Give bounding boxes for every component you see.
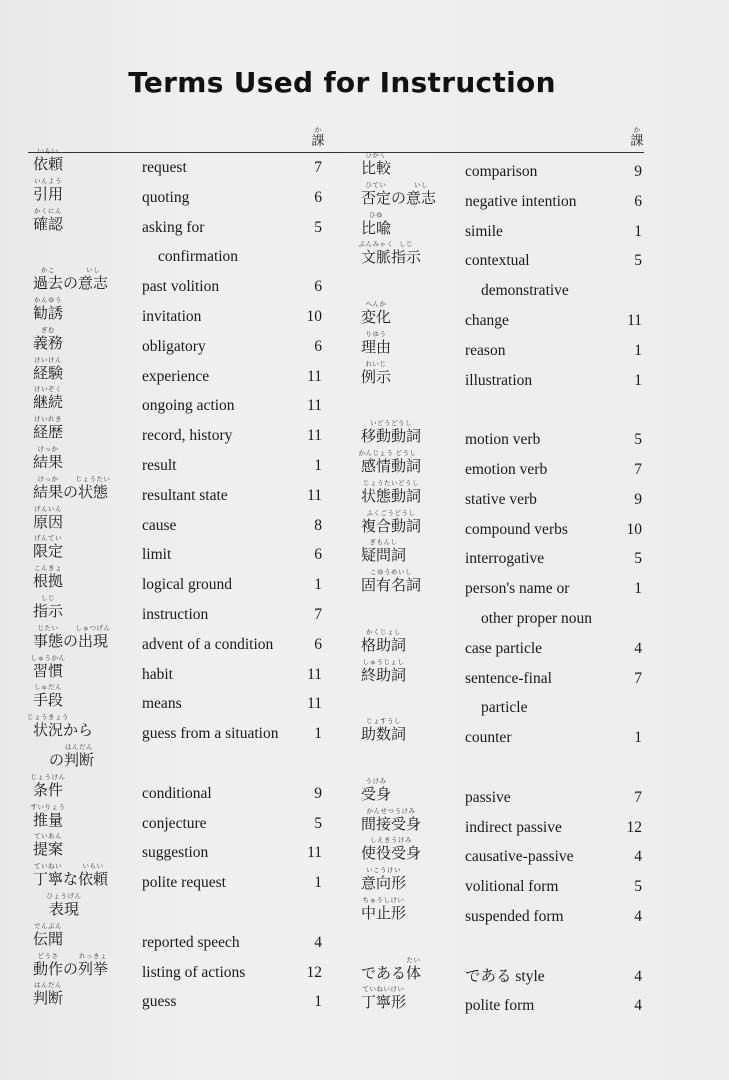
furigana: じょうたいどうし — [363, 478, 419, 487]
english-meaning: indirect passive — [465, 818, 562, 836]
term-base: の — [63, 631, 79, 650]
japanese-term — [361, 776, 392, 803]
lesson-number: 1 — [634, 341, 642, 359]
term-base: 勧誘 — [33, 304, 64, 322]
furigana: けっか — [37, 445, 59, 453]
term-segment — [361, 359, 392, 386]
term-base: 格助詞 — [361, 635, 407, 654]
japanese-term — [361, 568, 422, 595]
term-base: 使役受身 — [361, 844, 422, 863]
term-base: 過去 — [33, 274, 64, 293]
english-meaning: change — [465, 312, 509, 329]
term-base: 結果 — [33, 482, 64, 501]
term-base: 継続 — [33, 393, 64, 412]
lesson-number: 7 — [634, 461, 642, 478]
english-meaning: passive — [465, 788, 511, 806]
lesson-number: 6 — [314, 278, 322, 296]
lesson-number: 11 — [307, 695, 322, 713]
term-base: 例示 — [361, 367, 392, 386]
lesson-column-header-right — [627, 127, 647, 148]
term-segment — [361, 538, 407, 565]
english-meaning: result — [142, 457, 177, 474]
english-meaning: case particle — [465, 639, 543, 657]
lesson-number: 7 — [634, 788, 642, 806]
term-base: な — [63, 870, 79, 889]
furigana: ぶんみゃく — [358, 240, 394, 249]
term-base: 経歴 — [33, 423, 64, 442]
lesson-number: 1 — [314, 725, 322, 743]
furigana: かくにん — [34, 206, 62, 215]
term-base: 感情 — [361, 457, 392, 475]
term-base: 丁寧 — [33, 870, 64, 889]
english-meaning: logical ground — [142, 576, 232, 594]
term-base: 状況 — [33, 721, 64, 740]
lesson-number: 7 — [314, 159, 322, 176]
furigana: じたい — [37, 623, 59, 632]
furigana: しえきうけみ — [370, 836, 412, 845]
english-meaning: emotion verb — [465, 461, 548, 478]
page-title: Terms Used for Instruction — [128, 66, 556, 99]
lesson-number: 6 — [634, 192, 642, 210]
term-base: 否定 — [361, 188, 392, 207]
term-segment — [361, 329, 392, 356]
furigana: けいぞく — [34, 385, 62, 394]
term-segment — [361, 478, 422, 505]
furigana: ひょうげん — [46, 892, 82, 900]
japanese-term — [361, 478, 422, 505]
english-meaning: person's name or — [465, 580, 570, 598]
term-base: 比較 — [361, 159, 392, 177]
english-meaning: habit — [142, 665, 173, 683]
lesson-number: 9 — [634, 490, 642, 508]
english-meaning: record, history — [142, 427, 233, 445]
english-meaning: demonstrative — [481, 282, 569, 300]
furigana: うけみ — [365, 776, 387, 785]
english-meaning: contextual — [465, 252, 530, 270]
furigana: でんぶん — [34, 921, 62, 930]
term-segment — [358, 449, 394, 475]
furigana: いらい — [37, 147, 59, 155]
furigana: かくじょし — [366, 627, 401, 636]
lesson-number: 10 — [306, 308, 322, 325]
japanese-term — [361, 866, 407, 893]
english-meaning: quoting — [142, 188, 190, 206]
term-base: 列挙 — [78, 959, 109, 978]
furigana: こゆうめいし — [370, 568, 412, 577]
english-meaning: advent of a condition — [142, 635, 274, 653]
furigana: ぎもんし — [369, 538, 398, 547]
furigana: けっか — [37, 474, 59, 483]
term-base: 文脈 — [361, 248, 392, 267]
furigana: ていねいけい — [362, 985, 405, 994]
term-base: 状態 — [78, 482, 109, 501]
japanese-term — [361, 151, 392, 177]
term-base: の — [63, 274, 79, 293]
header-rule — [28, 152, 644, 153]
english-meaning: ongoing action — [142, 397, 235, 415]
furigana: かこ — [41, 266, 55, 275]
lesson-number: 4 — [634, 639, 642, 657]
term-segment — [361, 568, 422, 595]
english-meaning: instruction — [142, 606, 209, 623]
lesson-number: 1 — [634, 222, 642, 240]
furigana: しじ — [399, 240, 414, 249]
lesson-header-reading: か — [633, 126, 641, 134]
japanese-term — [361, 836, 422, 863]
term-base: 推量 — [33, 810, 64, 829]
term-base: 動詞 — [391, 457, 422, 475]
term-segment — [361, 985, 407, 1012]
lesson-number: 1 — [314, 993, 322, 1011]
english-meaning: limit — [142, 546, 172, 564]
lesson-number: 4 — [634, 997, 642, 1015]
furigana: しじ — [41, 594, 55, 602]
lesson-header-kanji: 課 — [311, 133, 325, 148]
term-segment — [361, 657, 407, 684]
japanese-term — [361, 180, 437, 207]
english-meaning: guess — [142, 993, 177, 1011]
english-meaning: causative-passive — [465, 848, 574, 866]
lesson-number: 7 — [314, 606, 322, 623]
term-base: 原因 — [33, 512, 64, 531]
lesson-number: 11 — [627, 312, 642, 329]
term-base: 事態 — [33, 631, 64, 650]
term-base: 根拠 — [33, 572, 64, 591]
lesson-number: 4 — [634, 848, 642, 866]
furigana: ていあん — [34, 832, 62, 841]
furigana: けいけん — [34, 355, 62, 364]
english-meaning: suspended form — [465, 908, 564, 925]
japanese-term — [361, 717, 407, 744]
term-segment — [391, 449, 422, 475]
furigana: しゅうかん — [30, 653, 66, 662]
english-meaning: reported speech — [142, 933, 240, 951]
lesson-number: 8 — [314, 516, 322, 534]
english-meaning: motion verb — [465, 431, 541, 449]
lesson-number: 1 — [314, 874, 322, 892]
lesson-number: 9 — [634, 163, 642, 180]
lesson-number: 4 — [634, 908, 642, 925]
japanese-term — [361, 508, 422, 535]
furigana: いし — [86, 266, 101, 275]
english-meaning: comparison — [465, 163, 538, 180]
lesson-number: 6 — [314, 635, 322, 653]
furigana: かんゆう — [34, 296, 62, 304]
furigana: ひかく — [365, 151, 387, 159]
term-base: 体 — [406, 963, 422, 982]
term-base: 限定 — [33, 542, 64, 561]
english-meaning: past volition — [142, 278, 220, 296]
furigana: はんだん — [65, 743, 94, 751]
furigana: げんてい — [34, 534, 62, 543]
term-segment — [361, 180, 392, 207]
lesson-number: 11 — [307, 665, 322, 683]
term-segment — [361, 866, 407, 893]
english-meaning: illustration — [465, 371, 533, 389]
furigana: たい — [406, 955, 421, 964]
furigana: ていねい — [34, 862, 62, 871]
furigana: かんじょう — [358, 449, 394, 457]
term-base: 間接受身 — [361, 814, 422, 833]
furigana: れいじ — [365, 359, 387, 368]
lesson-header-reading: か — [314, 126, 322, 134]
english-meaning: sentence-final — [465, 669, 552, 687]
term-base: 状態動詞 — [361, 486, 422, 505]
term-segment — [361, 151, 392, 177]
english-meaning: volitional form — [465, 878, 559, 896]
lesson-number: 4 — [314, 933, 322, 951]
english-meaning: polite form — [465, 997, 535, 1015]
term-base: 比喩 — [361, 218, 392, 237]
english-meaning: obligatory — [142, 337, 206, 355]
lesson-number: 11 — [307, 427, 322, 445]
japanese-term — [358, 449, 422, 475]
english-meaning: compound verbs — [465, 520, 568, 538]
furigana: じょうたい — [75, 474, 111, 483]
term-base: の — [391, 188, 407, 207]
furigana: いんよう — [34, 176, 62, 185]
furigana: ぎむ — [41, 325, 55, 334]
furigana: はんだん — [34, 981, 62, 990]
english-meaning: listing of actions — [142, 963, 246, 981]
lesson-number: 5 — [634, 431, 642, 449]
japanese-term — [361, 806, 422, 833]
english-meaning: experience — [142, 367, 210, 385]
lesson-number: 10 — [626, 520, 642, 538]
term-base: 依頼 — [33, 155, 64, 173]
english-meaning: である style — [465, 967, 545, 985]
term-base: 判断 — [33, 989, 64, 1008]
term-base: 変化 — [361, 308, 392, 326]
english-meaning: conjecture — [142, 814, 207, 832]
term-segment — [361, 508, 422, 535]
term-base: 表現 — [49, 900, 80, 918]
term-segment — [361, 836, 422, 863]
term-base: である — [361, 963, 407, 982]
lesson-number: 9 — [314, 784, 322, 802]
furigana: りゆう — [365, 329, 387, 338]
furigana: しゅうじょし — [362, 657, 405, 666]
lesson-number: 11 — [307, 844, 322, 862]
japanese-term — [361, 627, 407, 654]
japanese-term — [361, 538, 407, 565]
lesson-number: 5 — [634, 252, 642, 270]
lesson-number: 6 — [314, 546, 322, 564]
english-meaning: conditional — [142, 784, 212, 802]
furigana: げんいん — [34, 504, 62, 513]
term-base: の — [63, 482, 79, 501]
english-meaning: asking for — [142, 218, 205, 236]
term-base: 複合動詞 — [361, 516, 422, 535]
term-segment — [361, 627, 407, 654]
term-base: 出現 — [78, 631, 109, 650]
lesson-number: 11 — [307, 397, 322, 415]
furigana: けいれき — [34, 415, 62, 424]
furigana: しゅだん — [34, 683, 62, 692]
lesson-number: 1 — [314, 457, 322, 474]
term-base: 確認 — [33, 214, 64, 233]
term-base: の — [63, 959, 79, 978]
japanese-term — [358, 240, 422, 267]
term-base: 動作 — [33, 959, 64, 978]
glossary-row — [0, 240, 729, 282]
furigana: しゅつげん — [75, 623, 111, 632]
lesson-number: 1 — [314, 576, 322, 594]
japanese-term — [361, 955, 422, 982]
term-base: 引用 — [33, 184, 64, 203]
term-base: 移動動詞 — [361, 427, 422, 446]
term-segment — [361, 776, 392, 803]
lesson-number: 5 — [314, 218, 322, 236]
lesson-number: 6 — [314, 188, 322, 206]
term-base: 意志 — [78, 274, 109, 293]
lesson-column-header-left — [308, 127, 328, 148]
term-base: から — [63, 721, 94, 740]
english-meaning: particle — [481, 699, 528, 717]
lesson-number: 7 — [634, 669, 642, 687]
lesson-header-kanji: 課 — [630, 133, 644, 148]
furigana: いこうけい — [366, 866, 401, 875]
furigana: ひゆ — [369, 210, 383, 219]
lesson-number: 1 — [634, 580, 642, 598]
english-meaning: guess from a situation — [142, 725, 279, 743]
english-meaning: simile — [465, 222, 503, 240]
english-meaning: negative intention — [465, 192, 577, 210]
furigana: ちゅうしけい — [362, 896, 405, 904]
lesson-number: 6 — [314, 337, 322, 355]
term-segment — [361, 963, 407, 982]
japanese-term — [361, 657, 407, 684]
furigana: ひてい — [365, 180, 387, 189]
term-base: 手段 — [33, 691, 64, 710]
term-segment — [361, 717, 407, 744]
english-meaning: confirmation — [158, 248, 239, 266]
english-meaning: invitation — [142, 308, 202, 325]
furigana: いらい — [82, 862, 104, 871]
term-base: 終助詞 — [361, 665, 407, 684]
term-segment — [361, 419, 422, 446]
term-base: 経験 — [33, 363, 64, 382]
furigana: いどうどうし — [370, 419, 412, 428]
term-segment — [358, 240, 394, 267]
japanese-term — [361, 300, 392, 326]
term-base: 習慣 — [33, 661, 64, 680]
term-base: 伝聞 — [33, 929, 64, 948]
furigana: いし — [414, 180, 429, 189]
term-base: 指示 — [33, 602, 64, 620]
term-segment — [406, 955, 422, 982]
term-segment — [361, 210, 392, 237]
term-base: 判断 — [64, 751, 95, 769]
term-base: 結果 — [33, 453, 64, 471]
furigana: こんきょ — [34, 564, 62, 573]
term-base: 疑問詞 — [361, 546, 407, 565]
english-meaning: interrogative — [465, 550, 545, 568]
term-base: 助数詞 — [361, 725, 407, 744]
lesson-number: 1 — [634, 729, 642, 747]
lesson-number: 5 — [634, 550, 642, 568]
english-meaning: request — [142, 159, 187, 176]
lesson-number: 11 — [307, 367, 322, 385]
english-meaning: reason — [465, 341, 506, 359]
lesson-number: 1 — [634, 371, 642, 389]
english-meaning: other proper noun — [481, 610, 593, 627]
term-segment — [361, 300, 392, 326]
term-base: 条件 — [33, 780, 64, 799]
term-base: 受身 — [361, 784, 392, 803]
english-meaning: resultant state — [142, 486, 228, 504]
english-meaning: means — [142, 695, 182, 713]
term-base: 提案 — [33, 840, 64, 859]
japanese-term — [361, 985, 407, 1012]
furigana: れっきょ — [79, 951, 108, 960]
term-base: 理由 — [361, 337, 392, 356]
english-meaning: counter — [465, 729, 512, 747]
term-segment — [391, 240, 422, 267]
japanese-term — [361, 210, 392, 237]
japanese-term — [361, 419, 422, 446]
furigana: じょうけん — [30, 772, 66, 781]
term-base: 中止形 — [361, 904, 407, 922]
term-base: 義務 — [33, 333, 64, 352]
english-meaning: stative verb — [465, 490, 537, 508]
lesson-number: 11 — [307, 486, 322, 504]
furigana: へんか — [365, 300, 387, 308]
furigana: ふくごうどうし — [366, 508, 416, 517]
japanese-term — [361, 329, 392, 356]
term-base: の — [49, 751, 65, 769]
japanese-term — [361, 359, 392, 386]
furigana: すいりょう — [30, 802, 66, 811]
lesson-number: 12 — [306, 963, 322, 981]
lesson-number: 5 — [314, 814, 322, 832]
furigana: どうさ — [37, 951, 59, 960]
english-meaning: suggestion — [142, 844, 209, 862]
lesson-number: 4 — [634, 967, 642, 985]
term-base: 意志 — [406, 188, 437, 207]
english-meaning: polite request — [142, 874, 226, 892]
furigana: じょうきょう — [27, 713, 69, 722]
furigana: どうし — [395, 449, 417, 457]
term-base: 意向形 — [361, 874, 407, 893]
lesson-number: 12 — [626, 818, 642, 836]
english-meaning: cause — [142, 516, 177, 534]
term-segment — [391, 188, 407, 207]
furigana: かんせつうけみ — [366, 806, 416, 815]
term-base: 依頼 — [78, 870, 109, 889]
furigana: じょすうし — [366, 717, 401, 726]
term-base: 丁寧形 — [361, 993, 407, 1012]
japanese-term — [361, 896, 407, 922]
term-segment — [361, 806, 422, 833]
term-segment — [406, 180, 437, 207]
term-segment — [361, 896, 407, 922]
lesson-number: 5 — [634, 878, 642, 896]
term-base: 固有名詞 — [361, 576, 422, 595]
term-base: 指示 — [391, 248, 422, 267]
